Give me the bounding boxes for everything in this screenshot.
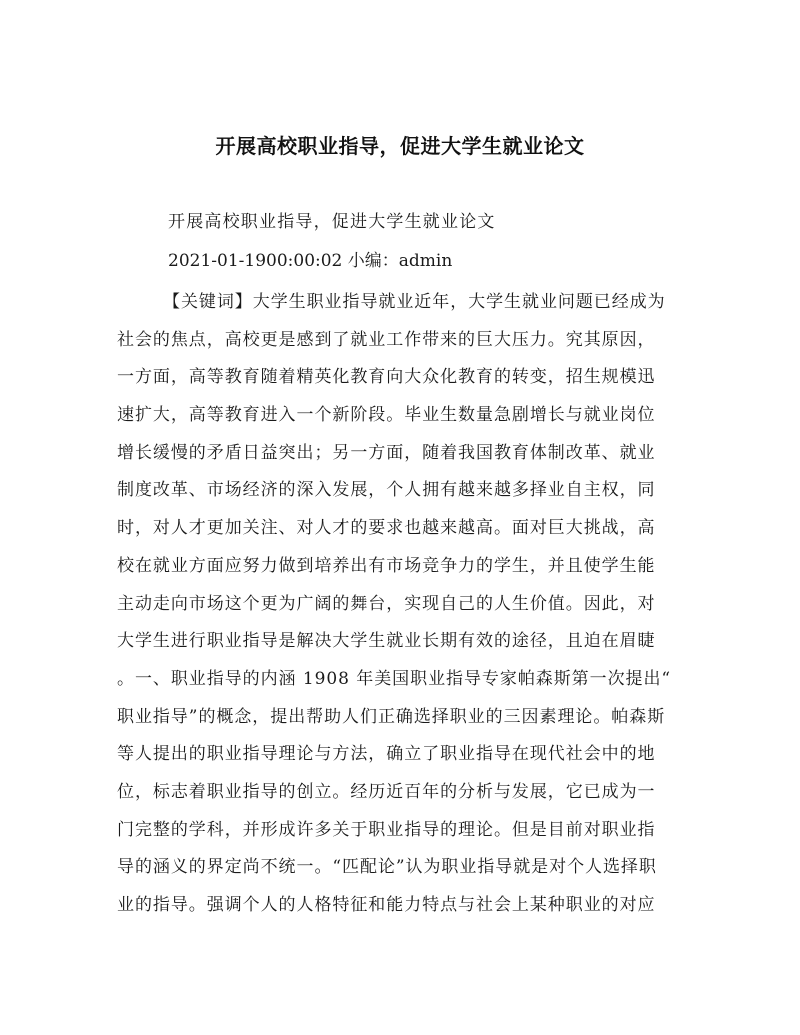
body-line: 职业指导”的概念，提出帮助人们正确选择职业的三因素理论。帕森斯 [117,706,666,727]
body-line: 增长缓慢的矛盾日益突出；另一方面，随着我国教育体制改革、就业 [117,442,656,463]
body-line: 大学生进行职业指导是解决大学生就业长期有效的途径，且迫在眉睫 [117,631,656,652]
body-line: 制度改革、市场经济的深入发展，个人拥有越来越多择业自主权，同 [117,480,656,501]
body-line: 社会的焦点，高校更是感到了就业工作带来的巨大压力。究其原因， [117,329,656,350]
body-line: 【关键词】大学生职业指导就业近年，大学生就业问题已经成为 [163,292,666,312]
body-line: 时，对人才更加关注、对人才的要求也越来越高。面对巨大挑战，高 [117,518,656,539]
body-line: 。一、职业指导的内涵 1908 年美国职业指导专家帕森斯第一次提出“ [117,668,672,689]
body-line: 校在就业方面应努力做到培养出有市场竞争力的学生，并且使学生能 [117,555,656,576]
body-line: 导的涵义的界定尚不统一。“匹配论”认为职业指导就是对个人选择职 [117,857,657,878]
document-title: 开展高校职业指导，促进大学生就业论文 [215,134,585,158]
body-line: 等人提出的职业指导理论与方法，确立了职业指导在现代社会中的地 [117,744,656,765]
body-line: 一方面，高等教育随着精英化教育向大众化教育的转变，招生规模迅 [117,367,656,388]
document-meta: 2021-01-1900:00:02 小编：admin [168,251,453,271]
document-subtitle: 开展高校职业指导，促进大学生就业论文 [168,212,496,232]
body-line: 门完整的学科，并形成许多关于职业指导的理论。但是目前对职业指 [117,819,656,840]
body-line: 业的指导。强调个人的人格特征和能力特点与社会上某种职业的对应 [117,895,656,915]
body-line: 位，标志着职业指导的创立。经历近百年的分析与发展，它已成为一 [117,781,656,802]
body-line: 主动走向市场这个更为广阔的舞台，实现自己的人生价值。因此，对 [117,593,656,614]
body-line: 速扩大，高等教育进入一个新阶段。毕业生数量急剧增长与就业岗位 [117,405,656,426]
document-body [117,284,687,925]
